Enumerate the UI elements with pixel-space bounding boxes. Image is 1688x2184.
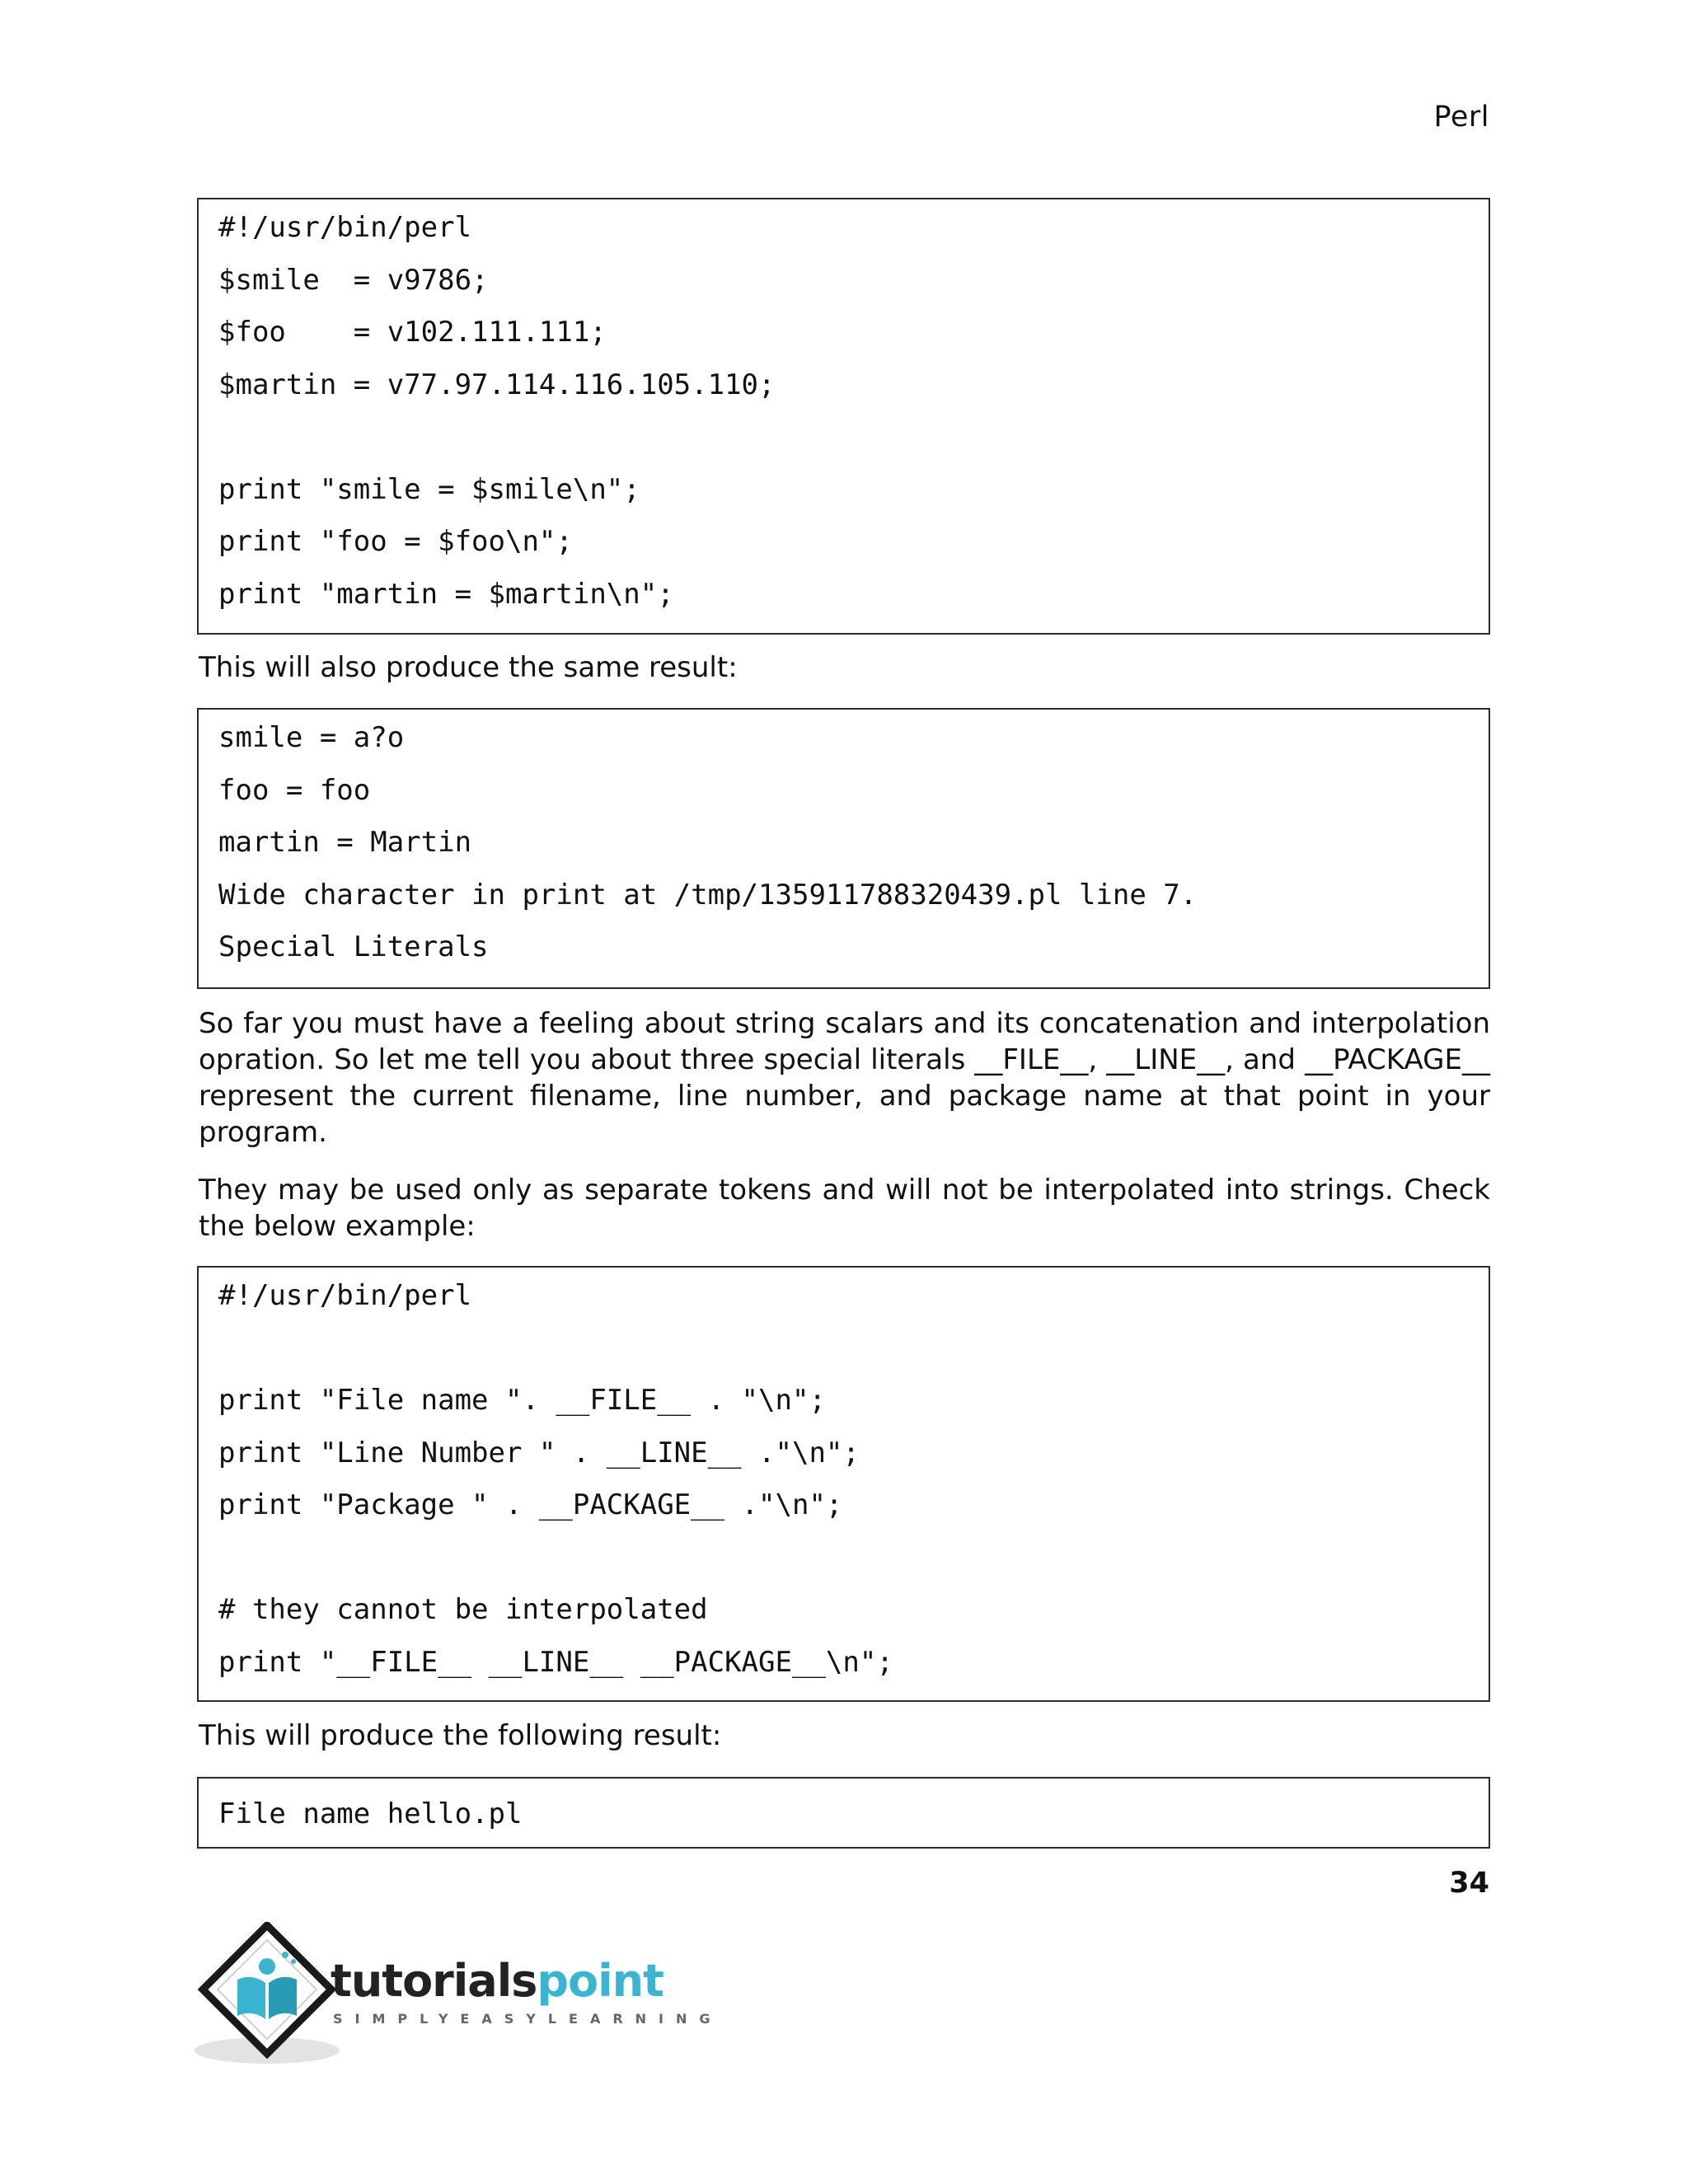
output-line: smile = a?o xyxy=(218,721,405,754)
output-block-1 xyxy=(197,708,1490,989)
logo-emblem-icon xyxy=(193,1922,341,2067)
code-line: print "File name ". __FILE__ . "\n"; xyxy=(218,1384,826,1417)
logo-wordmark: tutorialspoint xyxy=(331,1955,663,2007)
code-line: print "martin = $martin\n"; xyxy=(218,577,674,611)
code-line: #!/usr/bin/perl xyxy=(218,211,472,244)
page-number: 34 xyxy=(1449,1867,1489,1900)
code-block-1 xyxy=(197,198,1490,635)
code-line: print "Package " . __PACKAGE__ ."\n"; xyxy=(218,1488,843,1521)
code-line xyxy=(218,1532,1489,1585)
logo-tagline: SIMPLYEASYLEARNING xyxy=(333,2011,723,2027)
output-line: martin = Martin xyxy=(218,826,472,859)
code-block-2 xyxy=(197,1266,1490,1702)
code-line: print "__FILE__ __LINE__ __PACKAGE__\n"; xyxy=(218,1645,893,1679)
paragraph-following-result: This will produce the following result: xyxy=(199,1719,722,1752)
output-line: File name hello.pl xyxy=(218,1797,523,1830)
code-line: $smile = v9786; xyxy=(218,263,489,297)
code-line xyxy=(218,411,1489,464)
code-line: $foo = v102.111.111; xyxy=(218,316,607,349)
output-block-2 xyxy=(197,1777,1490,1849)
code-line: #!/usr/bin/perl xyxy=(218,1279,472,1312)
paragraph-separate-tokens: They may be used only as separate tokens and will not be interpolated into strings. Check the below example: xyxy=(199,1174,1490,1243)
code-line: $martin = v77.97.114.116.105.110; xyxy=(218,368,776,401)
output-line: foo = foo xyxy=(218,773,371,807)
output-line: Special Literals xyxy=(218,930,489,963)
code-line: # they cannot be interpolated xyxy=(218,1593,708,1626)
code-line: print "smile = $smile\n"; xyxy=(218,472,640,506)
paragraph-same-result: This will also produce the same result: xyxy=(199,651,738,684)
code-line: print "Line Number " . __LINE__ ."\n"; xyxy=(218,1436,860,1469)
page-header-title: Perl xyxy=(1433,101,1489,134)
code-line xyxy=(218,1323,1489,1376)
code-line: print "foo = $foo\n"; xyxy=(218,525,573,558)
output-line: Wide character in print at /tmp/135911788320439.pl line 7. xyxy=(218,878,1198,912)
tutorialspoint-logo xyxy=(193,1922,723,2067)
paragraph-special-literals: So far you must have a feeling about string scalars and its concatenation and interpolation opration. So let me tell you about three special literals __FILE__, __LINE__, and __PACKAGE__ represent the current filename, line number, and package name at that point in your program. xyxy=(199,1007,1490,1149)
